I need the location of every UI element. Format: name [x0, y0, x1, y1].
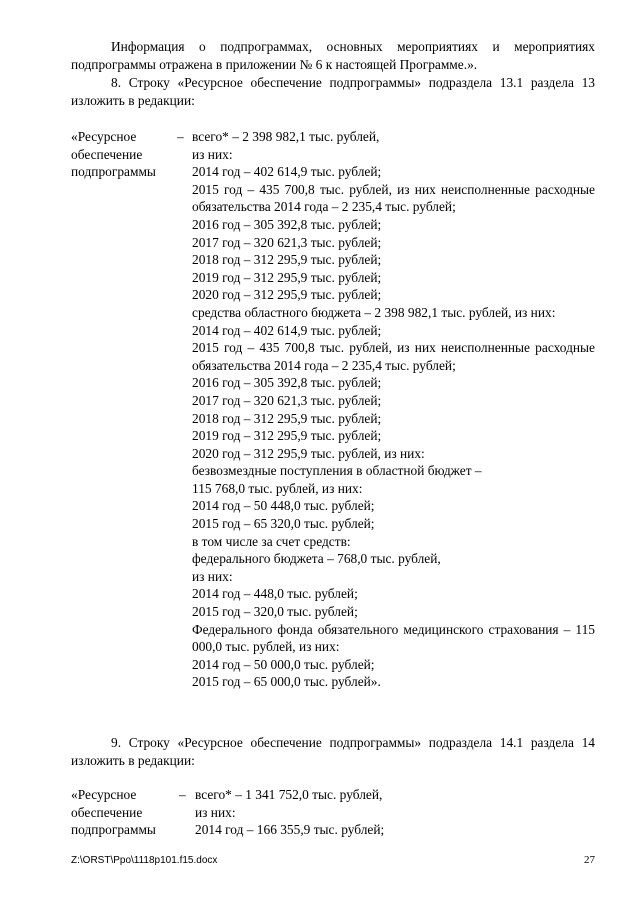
file-path: Z:\ORST\Ppo\1118p101.f15.docx	[71, 855, 218, 866]
resource-label: «Ресурсное обеспечение подпрограммы	[71, 787, 156, 838]
label-dash: –	[179, 787, 186, 802]
intro-paragraph: Информация о подпрограммах, основных мероприятиях и мероприятиях подпрограммы отражена в приложении № 6 к настоящей Программе.».	[71, 39, 595, 72]
resource-label: «Ресурсное обеспечение подпрограммы	[71, 129, 156, 180]
item-8-paragraph: 8. Строку «Ресурсное обеспечение подпрограммы» подраздела 13.1 раздела 13 изложить в редакции:	[71, 75, 595, 108]
resource-content: всего* – 2 398 982,1 тыс. рублей, из них: 2014 год – 402 614,9 тыс. рублей; 2015 год – 435 700,8 тыс. рублей, из них неисполненные расходные обязательства 2014 года – 2 235,4 тыс. рублей; 2016 год – 305 392,8 тыс. рублей; 2017 год – 320 621,3 тыс. рублей; 2018 год – 312 295,9 тыс. рублей; 2019 год – 312 295,9 тыс. рублей; 2020 год – 312 295,9 тыс. рублей; средства областного бюджета – 2 398 982,1 тыс. рублей, из них: 2014 год – 402 614,9 тыс. рублей; 2015 год – 435 700,8 тыс. рублей, из них неисполненные расходные обязательства 2014 года – 2 235,4 тыс. рублей; 2016 год – 305 392,8 тыс. рублей; 2017 год – 320 621,3 тыс. рублей; 2018 год – 312 295,9 тыс. рублей; 2019 год – 312 295,9 тыс. рублей; 2020 год – 312 295,9 тыс. рублей, из них: безвозмездные поступления в областной бюджет – 115 768,0 тыс. рублей, из них: 2014 год – 50 448,0 тыс. рублей; 2015 год – 65 320,0 тыс. рублей; в том числе за счет средств: федерального бюджета – 768,0 тыс. рублей, из них: 2014 год – 448,0 тыс. рублей; 2015 год – 320,0 тыс. рублей; Федерального фонда обязательного медицинского страхования – 115 000,0 тыс. рублей, из них: 2014 год – 50 000,0 тыс. рублей; 2015 год – 65 000,0 тыс. рублей».	[192, 129, 595, 690]
page-number: 27	[584, 854, 595, 866]
item-9-paragraph: 9. Строку «Ресурсное обеспечение подпрограммы» подраздела 14.1 раздела 14 изложить в редакции:	[71, 735, 595, 768]
resource-content: всего* – 1 341 752,0 тыс. рублей, из них: 2014 год – 166 355,9 тыс. рублей;	[195, 787, 385, 838]
label-dash: –	[177, 129, 184, 144]
